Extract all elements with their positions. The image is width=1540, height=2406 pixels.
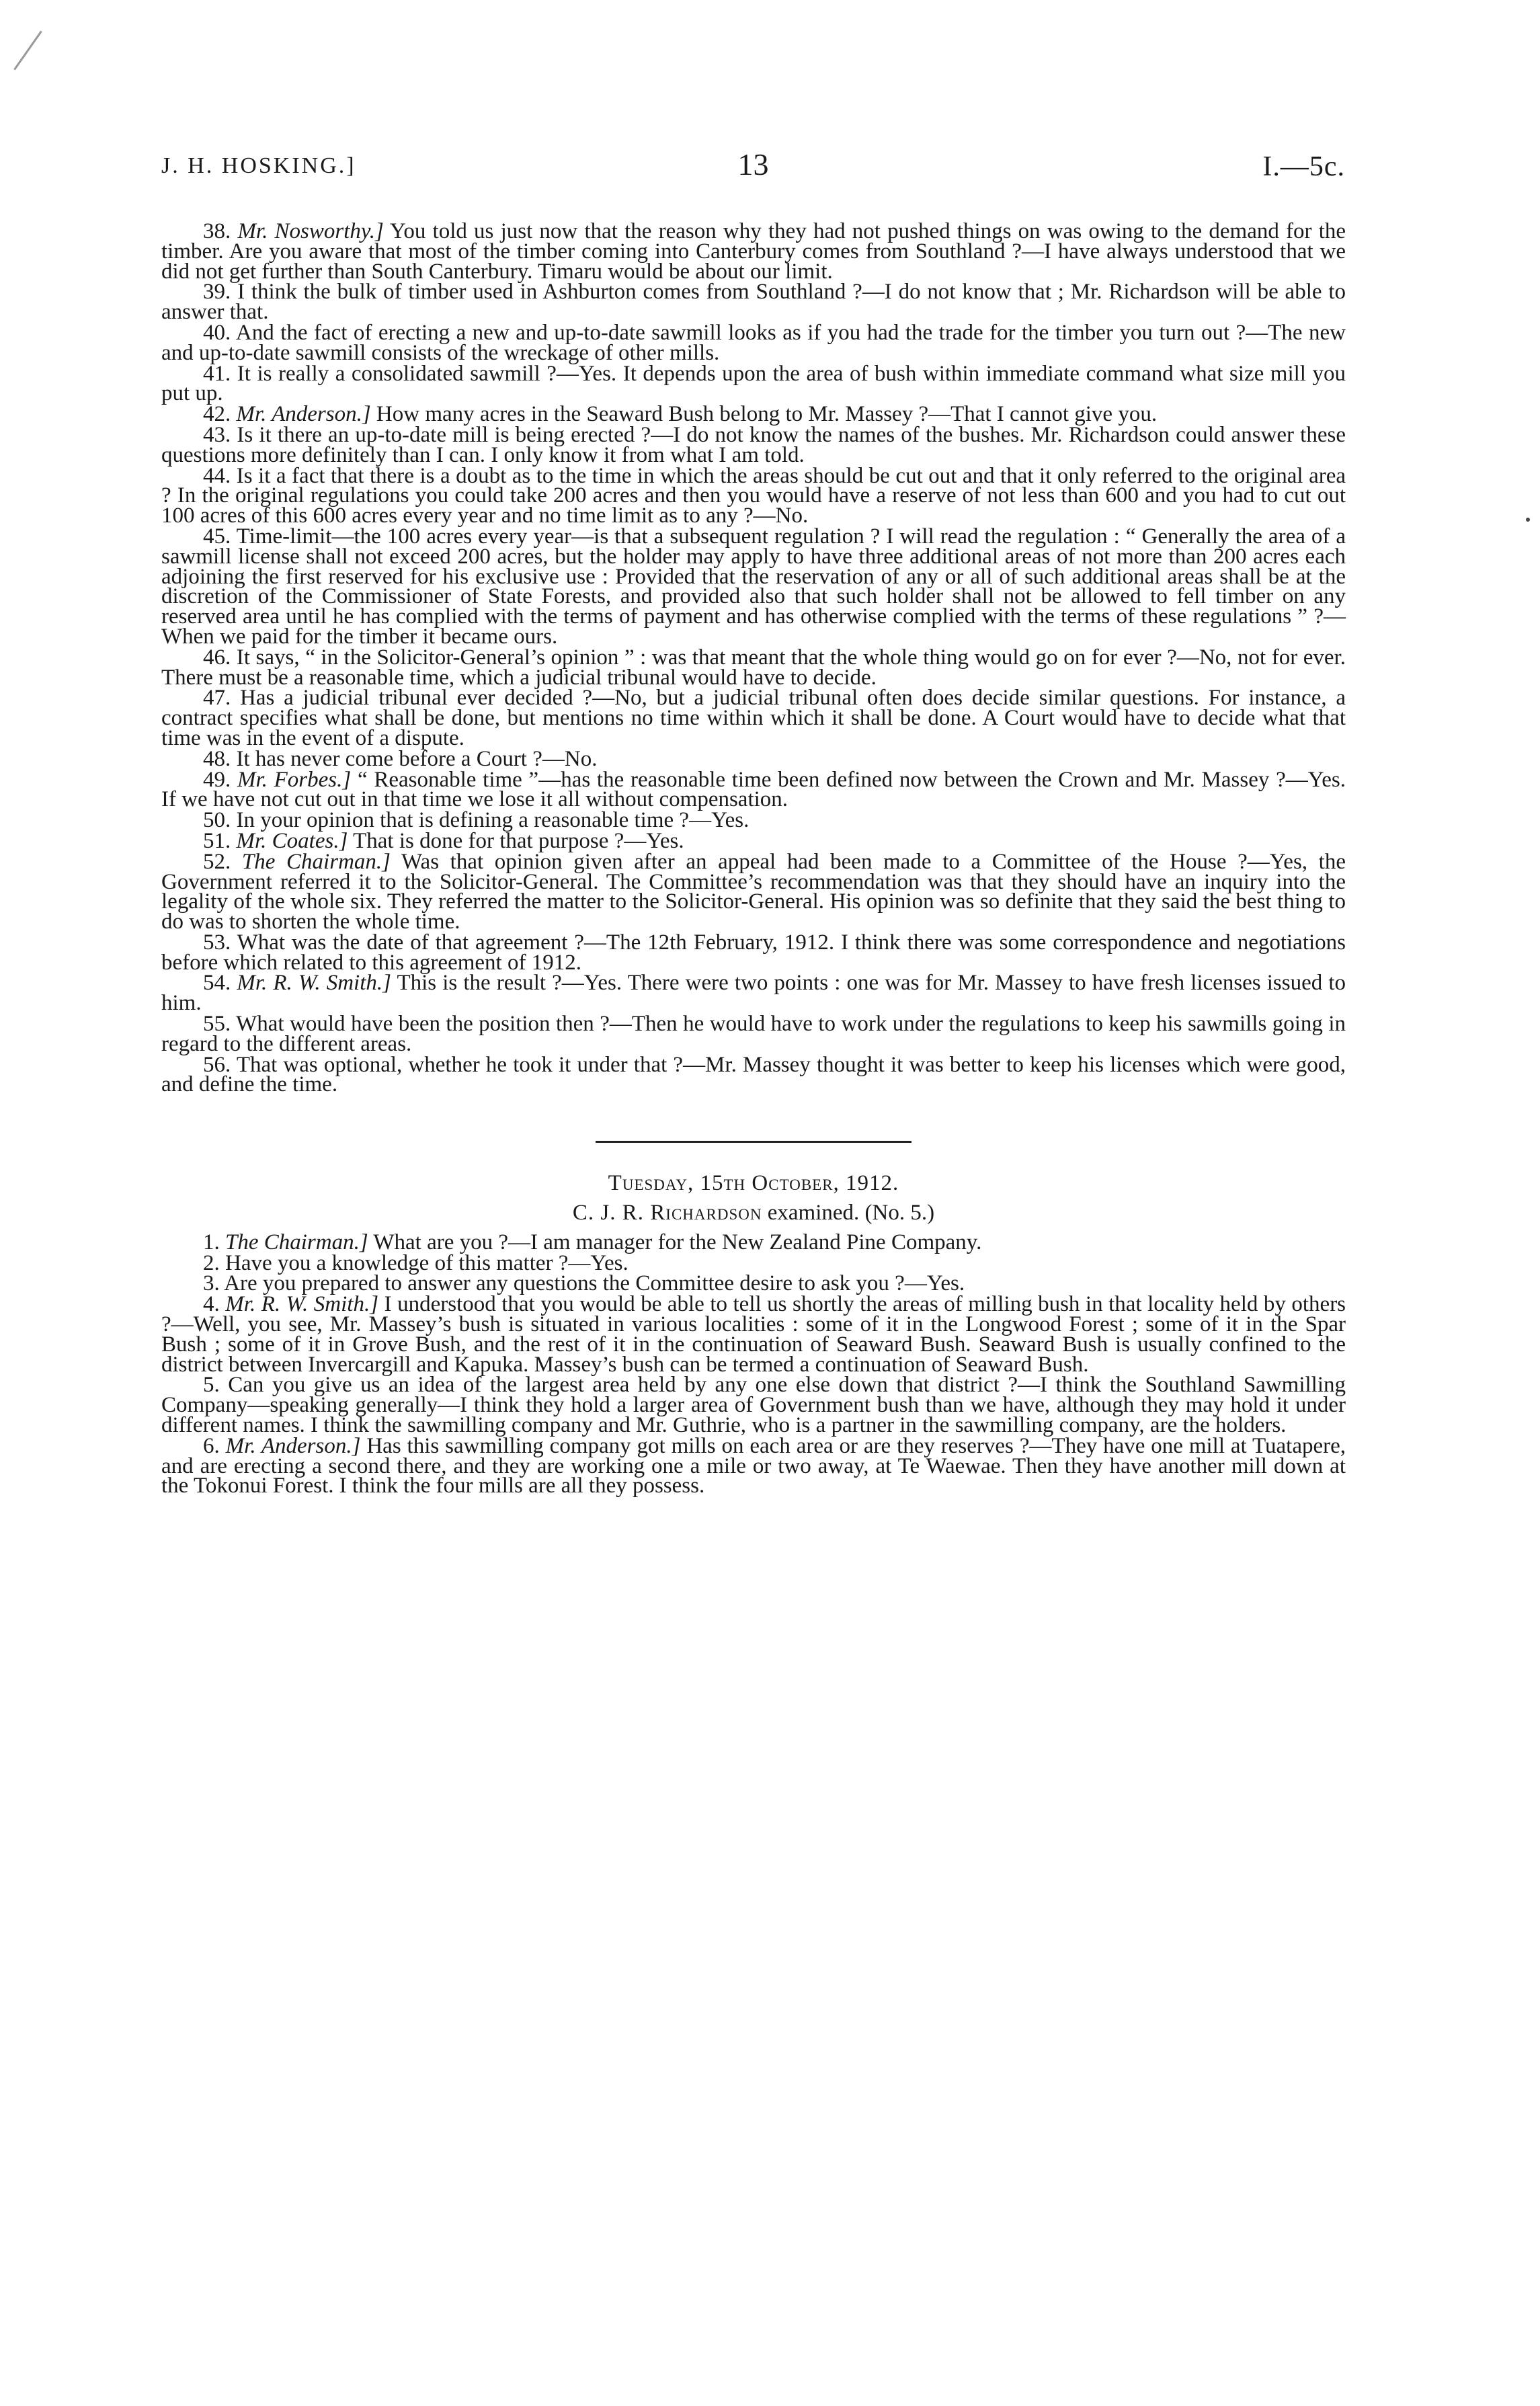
question-paragraph [161, 973, 1346, 1014]
speaker-name: The Chairman.] [241, 849, 391, 874]
header-witness: J. H. HOSKING.] [161, 153, 356, 178]
speaker-name: Mr. R. W. Smith.] [225, 1292, 379, 1317]
question-text: Is it there an up-to-date mill is being erected ?—I do not know the names of the bushes. Mr. Richardson could answer these questions more definitely than I can. I only know it from what I am told. [161, 422, 1346, 467]
question-paragraph [161, 320, 1346, 365]
question-text: I think the bulk of timber used in Ashburton comes from Southland ?—I do not know that ; Mr. Richardson will be able to answer that. [161, 280, 1346, 325]
examination-number: examined. (No. 5.) [767, 1201, 935, 1226]
question-number: 38. [203, 219, 231, 243]
question-number: 44. [203, 463, 231, 488]
question-number: 50. [203, 808, 231, 833]
question-text: Has this sawmilling company got mills on each area or are they reserves ?—They have one mill at Tuatapere, and are erecting a second there, and they are working one a mile or two away, at Te Waewae. Then they have another mill down at the Tokonui Forest. I think the four mills are all they possess. [161, 1433, 1346, 1498]
question-text: That is done for that purpose ?—Yes. [353, 828, 684, 853]
question-text: Has a judicial tribunal ever decided ?—No, but a judicial tribunal often does decide similar questions. For instance, a contract specifies what shall be done, but mentions no time within which it shall be done. A Court would have to decide what that time was in the event of a dispute. [161, 686, 1346, 750]
question-text: I understood that you would be able to tell us shortly the areas of milling bush in that locality held by others ?—Well, you see, Mr. Massey’s bush is situated in various localities : some of it in the Longwood Forest ; some of it in the Spar Bush ; some of it in Grove Bush, and the rest of it in the continuation of Seaward Bush. Seaward Bush is usually confined to the district between Invercargill and Kapuka. Massey’s bush can be termed a continuation of Seaward Bush. [161, 1292, 1346, 1377]
question-number: 52. [203, 849, 231, 874]
question-text: That was optional, whether he took it under that ?—Mr. Massey thought it was better to keep his licenses which were good, and define the time. [161, 1052, 1346, 1097]
question-paragraph [161, 1052, 1346, 1097]
question-paragraph [161, 688, 1346, 748]
question-paragraph [161, 808, 1346, 833]
page-header [161, 147, 1345, 187]
question-paragraph [161, 1250, 1346, 1275]
question-text: In your opinion that is defining a reasonable time ?—Yes. [236, 808, 749, 833]
question-text: Are you prepared to answer any questions the Committee desire to ask you ?—Yes. [224, 1271, 965, 1296]
question-text: You told us just now that the reason why they had not pushed things on was owing to the demand for the timber. Are you aware that most of the timber coming into Canterbury comes from Southland ?—I have always understood that we did not get further than South Canterbury. Timaru would be about our limit. [161, 219, 1346, 284]
question-text: Is it a fact that there is a doubt as to the time in which the areas should be cut out and that it only referred to the original area ? In the original regulations you could take 200 acres and then you would have a reserve of not less than 600 and you had to cut out 100 acres of this 600 acres every year and no time limit as to any ?—No. [161, 463, 1346, 528]
question-paragraph [161, 1014, 1346, 1055]
question-number: 2. [203, 1250, 220, 1275]
question-number: 55. [203, 1012, 231, 1037]
question-number: 51. [203, 828, 231, 853]
question-paragraph [161, 930, 1346, 975]
question-paragraph [161, 849, 1346, 934]
question-number: 53. [203, 930, 231, 955]
question-paragraph [161, 645, 1346, 690]
question-text: This is the result ?—Yes. There were two points : one was for Mr. Massey to have fresh licenses issued to him. [161, 971, 1346, 1016]
question-paragraph [161, 422, 1346, 467]
question-number: 39. [203, 280, 231, 305]
section-divider [596, 1141, 911, 1143]
question-number: 47. [203, 686, 231, 711]
question-text: It has never come before a Court ?—No. [236, 746, 598, 771]
scan-mark [1526, 518, 1530, 522]
question-text: What would have been the position then ?—Then he would have to work under the regulations to keep his sawmills going in regard to the different areas. [161, 1012, 1346, 1056]
question-paragraph [161, 1373, 1346, 1438]
question-paragraph [161, 282, 1346, 323]
question-paragraph [161, 767, 1346, 812]
question-text: What was the date of that agreement ?—The 12th February, 1912. I think there was some correspondence and negotiations before which related to this agreement of 1912. [161, 930, 1346, 975]
question-number: 42. [203, 402, 231, 427]
question-paragraph [161, 524, 1346, 649]
question-paragraph [161, 828, 1346, 853]
question-number: 5. [203, 1373, 220, 1398]
question-number: 54. [203, 971, 231, 996]
question-text: It says, “ in the Solicitor-General’s opinion ” : was that meant that the whole thing would go on for ever ?—No, not for ever. There must be a reasonable time, which a judicial tribunal would have to decide. [161, 645, 1346, 690]
question-text: Can you give us an idea of the largest area held by any one else down that district ?—I think the Southland Sawmilling Company—speaking generally—I think they hold a larger area of Government bush than we have, although they may hold it under different names. I think the sawmilling company and Mr. Guthrie, who is a partner in the sawmilling company, are the holders. [161, 1373, 1346, 1438]
question-number: 48. [203, 746, 231, 771]
question-text: What are you ?—I am manager for the New Zealand Pine Company. [373, 1230, 982, 1254]
question-number: 56. [203, 1052, 231, 1077]
question-number: 49. [203, 767, 231, 792]
question-paragraph [161, 1433, 1346, 1498]
question-number: 4. [203, 1292, 220, 1317]
question-number: 45. [203, 524, 231, 549]
session-date: Tuesday, 15th October, 1912. [608, 1171, 899, 1196]
question-text: “ Reasonable time ”—has the reasonable time been defined now between the Crown and Mr. Massey ?—Yes. If we have not cut out in that time we lose it all without compensation. [161, 767, 1346, 812]
speaker-name: Mr. Anderson.] [236, 402, 371, 427]
question-paragraph [161, 402, 1346, 427]
speaker-name: Mr. Anderson.] [225, 1433, 361, 1458]
question-text: It is really a consolidated sawmill ?—Yes. It depends upon the area of bush within immediate command what size mill you put up. [161, 361, 1346, 406]
question-text: How many acres in the Seaward Bush belong to Mr. Massey ?—That I cannot give you. [376, 402, 1158, 427]
question-number: 3. [203, 1271, 220, 1296]
paper-reference: I.—5c. [1262, 151, 1345, 182]
question-paragraph [161, 219, 1346, 284]
question-number: 46. [203, 645, 231, 670]
question-text: Was that opinion given after an appeal had been made to a Committee of the House ?—Yes, the Government referred it to the Solicitor-General. The Committee’s recommendation was that they should have an inquiry into the legality of the whole six. They referred the matter to the Solicitor-General. His opinion was so definite that they said the best thing to do was to shorten the whole time. [161, 849, 1346, 934]
question-number: 43. [203, 422, 231, 447]
question-number: 6. [203, 1433, 220, 1458]
speaker-name: Mr. Nosworthy.] [237, 219, 384, 243]
question-text: Have you a knowledge of this matter ?—Yes. [225, 1250, 629, 1275]
speaker-name: The Chairman.] [225, 1230, 368, 1254]
first-section [161, 219, 1346, 1097]
question-paragraph [161, 1292, 1346, 1377]
document-body [161, 219, 1346, 1498]
question-paragraph [161, 463, 1346, 528]
speaker-name: Mr. R. W. Smith.] [237, 971, 391, 996]
examination-heading [161, 1203, 1346, 1224]
second-section [161, 1230, 1346, 1498]
speaker-name: Mr. Coates.] [236, 828, 348, 853]
question-text: Time-limit—the 100 acres every year—is that a subsequent regulation ? I will read the regulation : “ Generally the area of a sawmill license shall not exceed 200 acres, but the holder may apply to have three additional areas of not more than 200 acres each adjoining the first reserved for his exclusive use : Provided that the reservation of any or all of such additional areas shall be at the discretion of the Commissioner of State Forests, and provided also that such holder shall not be allowed to fell timber on any reserved area until he has complied with the terms of payment and has otherwise complied with the terms of these regulations ” ?—When we paid for the timber it became ours. [161, 524, 1346, 649]
question-number: 1. [203, 1230, 220, 1254]
page-number: 13 [737, 147, 769, 182]
witness-name: C. J. R. Richardson [572, 1201, 762, 1226]
question-number: 41. [203, 361, 231, 386]
scan-mark [13, 30, 42, 70]
question-text: And the fact of erecting a new and up-to-date sawmill looks as if you had the trade for the timber you turn out ?—The new and up-to-date sawmill consists of the wreckage of other mills. [161, 320, 1346, 365]
question-paragraph [161, 746, 1346, 771]
question-paragraph [161, 361, 1346, 406]
question-number: 40. [203, 320, 231, 345]
question-paragraph [161, 1271, 1346, 1296]
question-paragraph [161, 1230, 1346, 1254]
speaker-name: Mr. Forbes.] [237, 767, 352, 792]
